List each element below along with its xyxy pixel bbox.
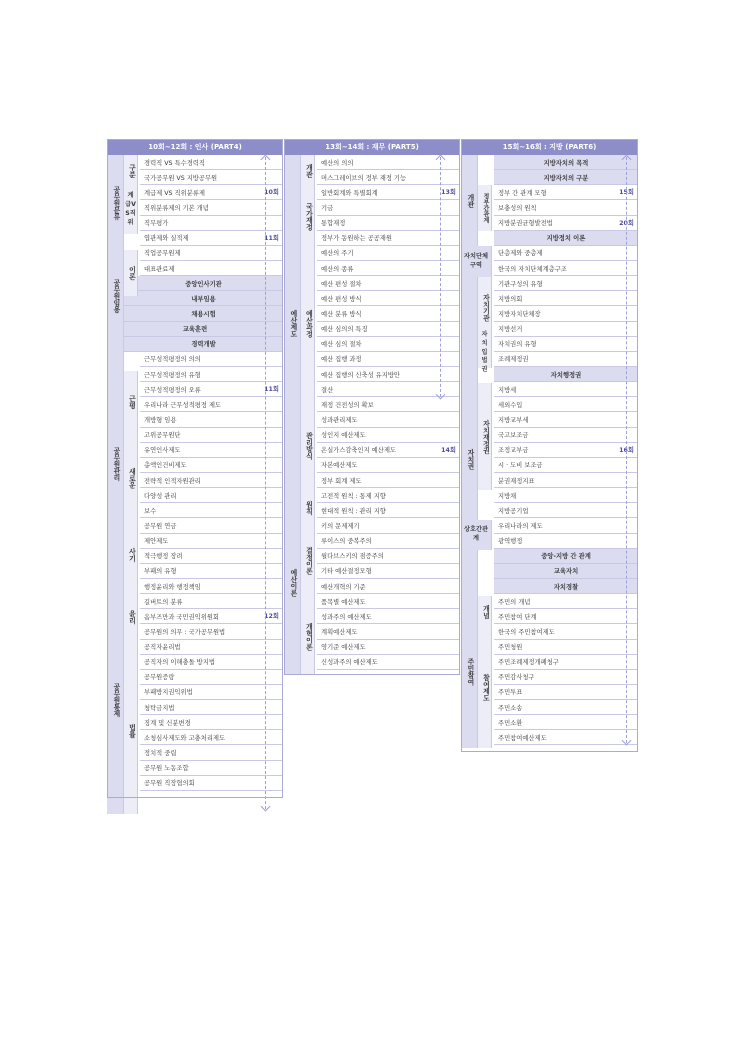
row-text: 중앙-지방 간 관계 — [541, 553, 591, 561]
table-row — [317, 352, 460, 367]
table-row — [317, 412, 460, 427]
table-row — [140, 518, 283, 533]
label-group-hr-management: 공무원관리 — [107, 341, 124, 586]
row-text: 고위공무원단 — [144, 432, 181, 440]
table-row — [494, 382, 638, 397]
table-row — [494, 488, 638, 503]
row-text: 근무성적평정의 유형 — [144, 371, 201, 379]
table-row — [317, 564, 460, 579]
row-text: 국고보조금 — [498, 432, 529, 440]
row-text: 분권재정지표 — [498, 477, 535, 485]
row-text: 교육자치 — [553, 568, 579, 576]
row-text: 예산 심의의 특징 — [321, 326, 368, 334]
table-row — [140, 700, 283, 715]
table-row — [317, 322, 460, 337]
label-group-resident-participation: 주민참여 — [461, 596, 478, 748]
row-text: 채용시험 — [191, 310, 216, 318]
row-text: 근무성적평정의 의의 — [144, 356, 201, 364]
table-row — [317, 200, 460, 215]
row-text: 예산 편성 방식 — [321, 295, 362, 303]
row-text: 결산 — [321, 386, 334, 394]
row-text: 예산의 주기 — [321, 250, 354, 258]
table-row — [140, 579, 283, 594]
column-finance — [284, 139, 460, 670]
label-group-budget-theory: 예산이론 — [284, 492, 301, 674]
table-row — [494, 670, 638, 685]
label-subgroup-performance-evaluation: 근평 — [124, 371, 138, 432]
range-arrow — [265, 157, 272, 809]
label-group-overview: 개관 — [461, 155, 478, 246]
table-row — [494, 685, 638, 700]
row-text: 자본예산제도 — [321, 462, 358, 470]
row-text: 한국의 자치단체계층구조 — [498, 265, 567, 273]
row-text: 주민소송 — [498, 704, 523, 712]
table-row — [494, 730, 638, 745]
label-group-hr-classification: 공무원분류 — [107, 155, 124, 250]
table-row — [140, 231, 283, 246]
table-row — [140, 458, 283, 473]
row-text: 영기준 예산제도 — [321, 644, 366, 652]
row-text: 징계 및 신분변경 — [144, 719, 191, 727]
table-row — [317, 640, 460, 655]
table-row — [494, 322, 638, 337]
label-subgroup-decision-theory: 결정이론 — [301, 523, 315, 599]
table-row — [494, 715, 638, 730]
row-text: 통합재정 — [321, 220, 346, 228]
session-tag: 12회 — [264, 613, 279, 621]
column-local — [461, 139, 638, 746]
row-text: 총액인건비제도 — [144, 462, 187, 470]
section-heading-row — [494, 231, 638, 246]
row-text: 광역행정 — [498, 538, 523, 546]
section-heading-row — [124, 276, 283, 291]
table-row — [494, 246, 638, 261]
table-row — [494, 609, 638, 624]
session-tag: 11회 — [264, 234, 279, 242]
row-text: 정부 회계 제도 — [321, 477, 362, 485]
label-subgroup-autonomy-institution: 자치기관 — [478, 277, 492, 338]
row-text: 기타 예산결정모형 — [321, 568, 372, 576]
table-row — [140, 185, 283, 200]
table-row — [140, 473, 283, 488]
table-row — [140, 730, 283, 745]
table-row — [494, 655, 638, 670]
label-group-hr-control: 공무원통제 — [107, 586, 124, 814]
table-row — [317, 185, 460, 200]
row-text: 근무성적평정의 오류 — [144, 386, 201, 394]
row-text: 지방공기업 — [498, 507, 529, 515]
row-text: 루이스의 중복주의 — [321, 538, 372, 546]
label-subgroup-intergovernmental: 정부간관계 — [478, 185, 492, 231]
label-subgroup-budget-process: 예산과정 — [301, 247, 315, 400]
session-tag: 10회 — [264, 189, 279, 197]
table-row — [494, 200, 638, 215]
row-text: 현대적 원칙 : 관리 지향 — [321, 507, 386, 515]
table-row — [317, 488, 460, 503]
table-row — [317, 655, 460, 670]
row-text: 머스그레이브의 정부 재정 기능 — [321, 174, 407, 182]
row-text: 주민의 개념 — [498, 598, 531, 606]
row-text: 주민참여예산제도 — [498, 734, 547, 742]
section-heading-row — [494, 579, 638, 594]
row-text: 내부임용 — [191, 295, 216, 303]
table-row — [140, 549, 283, 564]
label-subgroup-concept: 개념 — [478, 596, 492, 627]
row-text: 엽관제와 실적제 — [144, 235, 189, 243]
range-arrow — [440, 157, 447, 397]
row-text: 주민청원 — [498, 644, 523, 652]
row-text: 지방세 — [498, 386, 517, 394]
table-row — [494, 473, 638, 488]
label-group-autonomy: 자치권 — [461, 277, 478, 642]
section-heading-row — [124, 306, 283, 321]
row-text: 고전적 원칙 : 통제 지향 — [321, 492, 386, 500]
row-text: 온실가스감축인지 예산제도 — [321, 447, 396, 455]
table-row — [494, 700, 638, 715]
label-group-autonomy-district: 자치단체구역 — [461, 246, 492, 277]
row-text: 지방채 — [498, 492, 517, 500]
column-header: 15회~16회 : 지방 (PART6) — [461, 139, 638, 155]
row-text: 자치권의 유형 — [498, 341, 537, 349]
row-text: 한국의 주민참여제도 — [498, 628, 555, 636]
row-text: 지방의회 — [498, 295, 523, 303]
row-text: 지방자치의 구분 — [543, 174, 589, 182]
table-row — [317, 473, 460, 488]
table-row — [494, 216, 638, 231]
row-text: 경력직 VS 특수경력직 — [144, 159, 205, 167]
row-text: 자치경찰 — [553, 583, 579, 591]
row-text: 세외수입 — [498, 401, 523, 409]
row-text: 전략적 인적자원관리 — [144, 477, 201, 485]
row-text: 시 · 도비 보조금 — [498, 462, 543, 470]
label-subgroup-distinction: 구분 — [124, 155, 138, 186]
label-subgroup-overview: 개관 — [301, 155, 315, 186]
row-text: 정부가 동원하는 공공재원 — [321, 235, 392, 243]
table-row — [317, 170, 460, 185]
row-text: 성과관리제도 — [321, 416, 358, 424]
row-text: 공무원의 의무 : 국가공무원법 — [144, 628, 226, 636]
row-text: 예산의 종류 — [321, 265, 354, 273]
table-row — [317, 216, 460, 231]
label-subgroup-rank-vs-position: 계급VS직위 — [124, 186, 138, 234]
table-row — [494, 640, 638, 655]
row-text: 다양성 관리 — [144, 492, 177, 500]
table-row — [317, 534, 460, 549]
table-row — [140, 715, 283, 730]
row-text: 행정윤리와 행정책임 — [144, 583, 201, 591]
row-text: 주민소환 — [498, 719, 523, 727]
row-text: 국가공무원 VS 지방공무원 — [144, 174, 218, 182]
table-row — [494, 261, 638, 276]
table-row — [140, 488, 283, 503]
session-tag: 11회 — [264, 386, 279, 394]
session-tag: 13회 — [441, 189, 456, 197]
table-row — [317, 428, 460, 443]
table-row — [494, 352, 638, 367]
row-text: 성인지 예산제도 — [321, 432, 366, 440]
row-text: 계급제 VS 직위분류제 — [144, 189, 205, 197]
label-subgroup-new: 새로운 — [124, 432, 138, 524]
row-text: 공무원 노동조합 — [144, 765, 189, 773]
table-row — [494, 185, 638, 200]
label-subgroup-theory: 이론 — [124, 250, 138, 296]
row-text: 단층제와 중층제 — [498, 250, 543, 258]
row-text: 옴부즈만과 국민권익위원회 — [144, 613, 219, 621]
column-hr — [107, 139, 283, 791]
table-row — [494, 624, 638, 639]
table-row — [140, 428, 283, 443]
table-row — [317, 246, 460, 261]
table-row — [140, 443, 283, 458]
table-row — [317, 397, 460, 412]
row-text: 정치적 중립 — [144, 750, 177, 758]
section-heading-row — [494, 367, 638, 382]
table-row — [494, 397, 638, 412]
row-text: 부패방지권익위법 — [144, 689, 193, 697]
row-text: 지방교부세 — [498, 416, 529, 424]
row-text: 지방선거 — [498, 326, 523, 334]
table-row — [140, 170, 283, 185]
row-text: 일반회계와 특별회계 — [321, 189, 378, 197]
table-row — [140, 534, 283, 549]
row-text: 보충성의 원칙 — [498, 204, 537, 212]
table-row — [494, 443, 638, 458]
row-text: 윌다브스키의 점증주의 — [321, 553, 384, 561]
session-tag: 15회 — [619, 189, 634, 197]
row-text: 정부 간 관계 모형 — [498, 189, 547, 197]
table-row — [494, 458, 638, 473]
table-row — [317, 624, 460, 639]
row-text: 교육훈련 — [182, 326, 208, 334]
table-row — [317, 503, 460, 518]
label-subgroup-reform-theory: 개혁이론 — [301, 599, 315, 674]
table-row — [494, 594, 638, 609]
row-text: 예산 심의 절차 — [321, 341, 362, 349]
row-text: 조례제정권 — [498, 356, 529, 364]
column-header: 13회~14회 : 재무 (PART5) — [284, 139, 460, 155]
section-heading-row — [494, 549, 638, 564]
table-row — [140, 564, 283, 579]
row-text: 기금 — [321, 204, 334, 212]
session-tag: 14회 — [441, 446, 456, 454]
row-text: 직위분류제의 기본 개념 — [144, 204, 209, 212]
row-text: 중앙인사기관 — [185, 280, 222, 288]
session-tag: 16회 — [619, 446, 634, 454]
table-row — [140, 367, 283, 382]
section-heading-row — [107, 322, 283, 337]
section-heading-row — [124, 337, 283, 352]
table-row — [317, 291, 460, 306]
table-row — [140, 776, 283, 791]
label-subgroup-ethics: 윤리 — [124, 586, 138, 647]
label-group-hr-appointment: 공무원임용 — [107, 250, 124, 341]
label-group-budget-system: 예산제도 — [284, 155, 301, 492]
table-row — [140, 640, 283, 655]
table-row — [317, 609, 460, 624]
table-row — [494, 503, 638, 518]
label-subgroup-participation-system: 참여제도 — [478, 627, 492, 748]
row-text: 주민투표 — [498, 689, 523, 697]
row-text: 기관구성의 유형 — [498, 280, 543, 288]
table-row — [140, 216, 283, 231]
row-text: 성과주의 예산제도 — [321, 613, 372, 621]
row-text: 재정 건전성의 확보 — [321, 401, 374, 409]
table-row — [140, 761, 283, 776]
row-text: 공직자의 이해충돌 방지법 — [144, 659, 215, 667]
table-row — [317, 337, 460, 352]
row-text: 공무원 직장협의회 — [144, 780, 195, 788]
table-row — [317, 443, 460, 458]
row-text: 개방형 임용 — [144, 416, 177, 424]
range-arrow — [626, 157, 633, 743]
table-row — [317, 579, 460, 594]
row-text: 예산의 의의 — [321, 159, 354, 167]
table-row — [494, 291, 638, 306]
row-text: 자치행정권 — [550, 371, 582, 379]
table-row — [317, 594, 460, 609]
label-subgroup-national-finance: 국가재정 — [301, 186, 315, 247]
row-text: 지방자치단체장 — [498, 310, 541, 318]
row-text: 우리나라 근무성적평정 제도 — [144, 401, 221, 409]
table-row — [494, 428, 638, 443]
table-row — [140, 382, 283, 397]
row-text: 예산 분류 방식 — [321, 310, 362, 318]
row-text: 청탁금지법 — [144, 704, 175, 712]
table-row — [140, 412, 283, 427]
row-text: 주민감사청구 — [498, 674, 535, 682]
table-row — [140, 246, 283, 261]
row-text: 직무평가 — [144, 220, 169, 228]
table-row — [317, 231, 460, 246]
row-text: 신성과주의 예산제도 — [321, 659, 378, 667]
session-tag: 20회 — [619, 219, 634, 227]
row-text: 제안제도 — [144, 538, 169, 546]
table-row — [140, 261, 283, 276]
label-subgroup-law: 법률 — [124, 647, 138, 814]
row-text: 조정교부금 — [498, 447, 529, 455]
table-row — [140, 200, 283, 215]
row-text: 지방자치의 목적 — [543, 159, 589, 167]
label-subgroup-mutual-relation: 상호간관계 — [461, 520, 492, 550]
row-text: 우리나라의 제도 — [498, 522, 543, 530]
table-row — [317, 261, 460, 276]
table-row — [140, 609, 283, 624]
row-text: 유연인사제도 — [144, 447, 181, 455]
table-row — [317, 306, 460, 321]
table-row — [317, 367, 460, 382]
table-row — [494, 518, 638, 533]
row-text: 경력개발 — [191, 341, 216, 349]
row-text: 공무원 연금 — [144, 522, 177, 530]
section-heading-row — [124, 291, 283, 306]
table-row — [140, 745, 283, 760]
table-row — [140, 352, 283, 367]
table-row — [494, 337, 638, 352]
table-row — [140, 503, 283, 518]
table-row — [140, 594, 283, 609]
row-text: 공직자윤리법 — [144, 644, 181, 652]
section-heading-row — [494, 564, 638, 579]
table-row — [140, 685, 283, 700]
label-subgroup-principles: 원칙 — [301, 492, 315, 523]
label-subgroup-management-method: 관리방식 — [301, 400, 315, 492]
row-text: 지방분권균형발전법 — [498, 220, 553, 228]
table-row — [140, 670, 283, 685]
label-subgroup-morale: 사기 — [124, 524, 138, 586]
row-text: 주민조례제정개폐청구 — [498, 659, 559, 667]
row-text: 보수 — [144, 507, 157, 515]
table-row — [494, 306, 638, 321]
table-row — [317, 276, 460, 291]
row-text: 계획예산제도 — [321, 628, 358, 636]
table-row — [494, 412, 638, 427]
row-text: 지방정치 이론 — [546, 235, 586, 243]
row-text: 예산개혁의 기준 — [321, 583, 366, 591]
column-header: 10회~12회 : 인사 (PART4) — [107, 139, 283, 155]
table-row — [494, 276, 638, 291]
row-text: 부패의 유형 — [144, 568, 177, 576]
table-row — [494, 534, 638, 549]
table-row — [317, 549, 460, 564]
row-text: 주민참여 단계 — [498, 613, 537, 621]
row-text: 적극행정 장려 — [144, 553, 183, 561]
row-text: 예산 집행의 신축성 유지방안 — [321, 371, 400, 379]
table-row — [317, 518, 460, 533]
label-subgroup-fiscal-power: 자치재정권 — [478, 383, 492, 490]
section-heading-row — [494, 155, 638, 170]
table-row — [140, 397, 283, 412]
row-text: 직업공무원제 — [144, 250, 181, 258]
row-text: 예산 편성 절차 — [321, 280, 362, 288]
row-text: 길버트의 분류 — [144, 598, 183, 606]
row-text: 대표관료제 — [144, 265, 175, 273]
row-text: 예산 집행 과정 — [321, 356, 362, 364]
table-row — [140, 655, 283, 670]
table-row — [317, 458, 460, 473]
section-heading-row — [494, 170, 638, 185]
row-text: 소청심사제도와 고충처리제도 — [144, 734, 226, 742]
table-row — [140, 624, 283, 639]
row-text: 공무원증랑 — [144, 674, 175, 682]
label-subgroup-legislative-power: 치입법권 — [478, 338, 492, 368]
row-text: 키의 문제제기 — [321, 522, 360, 530]
row-text: 품목별 예산제도 — [321, 598, 366, 606]
